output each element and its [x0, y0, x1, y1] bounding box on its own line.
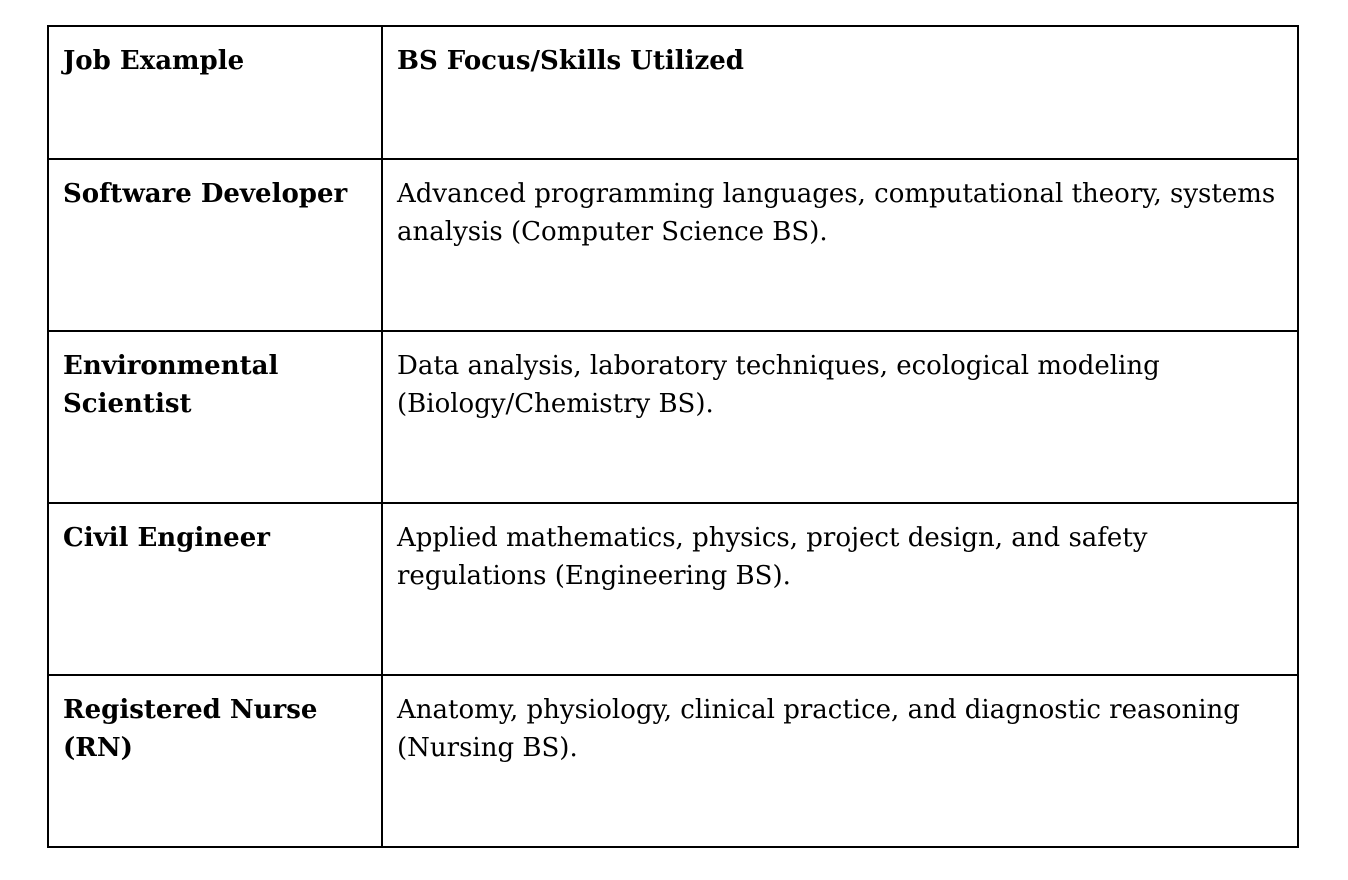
skills-cell: Applied mathematics, physics, project design, and safety regulations (Engineering BS).	[382, 503, 1298, 675]
skills-cell: Advanced programming languages, computational theory, systems analysis (Computer Science BS).	[382, 159, 1298, 331]
table-row	[48, 159, 1298, 331]
table-row	[48, 331, 1298, 503]
header-bs-focus-skills: BS Focus/Skills Utilized	[382, 26, 1298, 159]
skills-cell: Anatomy, physiology, clinical practice, and diagnostic reasoning (Nursing BS).	[382, 675, 1298, 847]
job-cell: Environmental Scientist	[48, 331, 382, 503]
table-row	[48, 675, 1298, 847]
job-cell: Software Developer	[48, 159, 382, 331]
job-skills-table	[47, 25, 1299, 848]
job-cell: Civil Engineer	[48, 503, 382, 675]
table-header-row	[48, 26, 1298, 159]
table-row	[48, 503, 1298, 675]
skills-cell: Data analysis, laboratory techniques, ecological modeling (Biology/Chemistry BS).	[382, 331, 1298, 503]
job-cell: Registered Nurse (RN)	[48, 675, 382, 847]
header-job-example: Job Example	[48, 26, 382, 159]
